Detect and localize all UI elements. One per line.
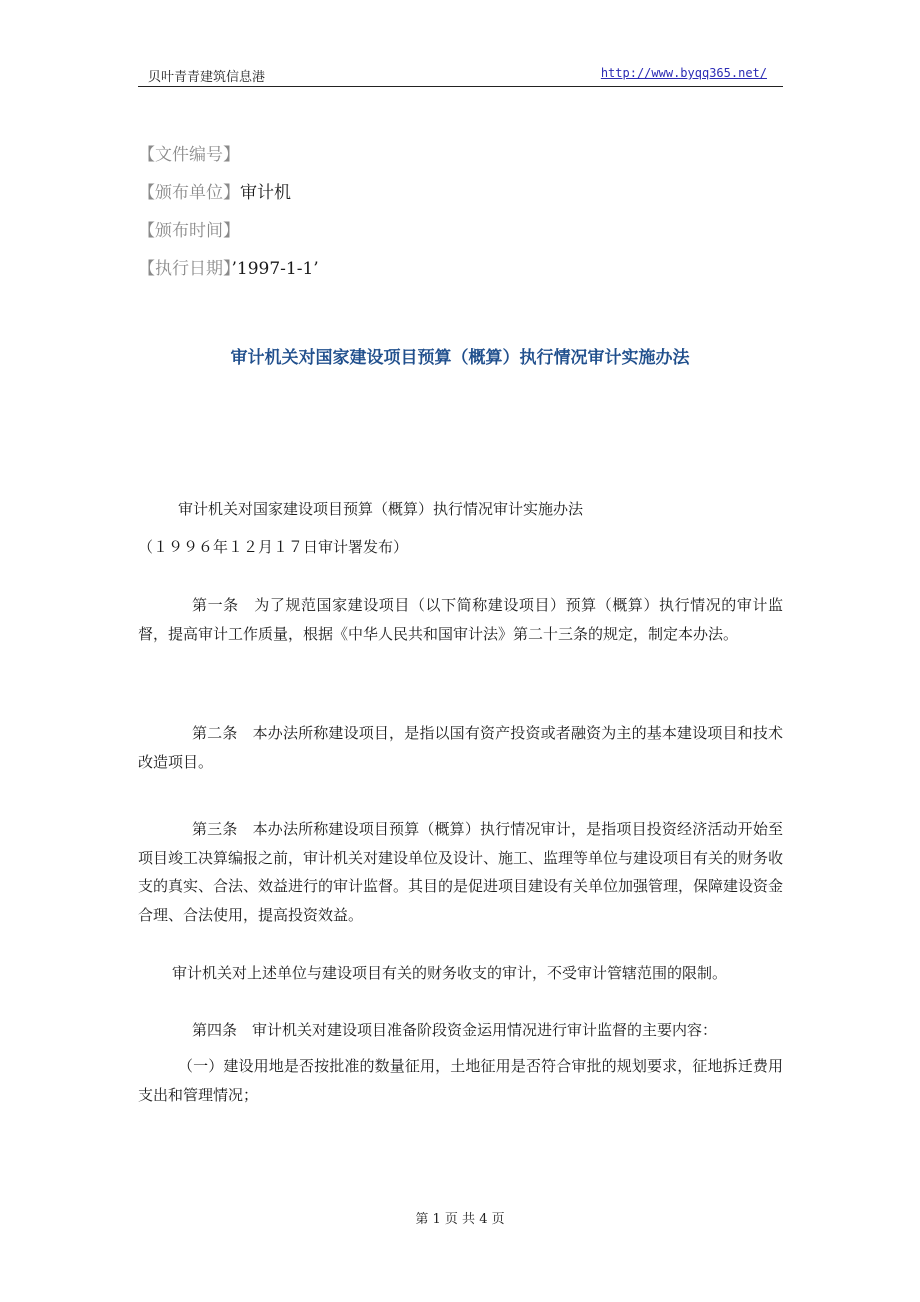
page-footer: 第 1 页 共 4 页	[415, 1212, 505, 1227]
article-3-paragraph-2: 审计机关对上述单位与建设项目有关的财务收支的审计，不受审计管辖范围的限制。	[172, 964, 728, 982]
issuer-row	[138, 181, 291, 205]
issue-date-label: 【颁布时间】	[138, 221, 240, 241]
issued-note: （１９９６年１２月１７日审计署发布）	[138, 538, 409, 556]
effective-date-value: ’1997-1-1’	[231, 259, 319, 279]
article-4-item-1: （一）建设用地是否按批准的数量征用，土地征用是否符合审批的规划要求，征地拆迁费用支出和管理情况；	[138, 1057, 783, 1104]
document-title: 审计机关对国家建设项目预算（概算）执行情况审计实施办法	[230, 348, 690, 368]
body-subtitle: 审计机关对国家建设项目预算（概算）执行情况审计实施办法	[178, 500, 584, 518]
page-header	[138, 62, 783, 87]
effective-date-row	[138, 257, 319, 281]
article-1: 第一条 为了规范国家建设项目（以下简称建设项目）预算（概算）执行情况的审计监督，提高审计工作质量，根据《中华人民共和国审计法》第二十三条的规定，制定本办法。	[138, 596, 783, 643]
issue-date-row	[138, 219, 240, 243]
article-3: 第三条 本办法所称建设项目预算（概算）执行情况审计，是指项目投资经济活动开始至项目竣工决算编报之前，审计机关对建设单位及设计、施工、监理等单位与建设项目有关的财务收支的真实、合法、效益进行的审计监督。其目的是促进项目建设有关单位加强管理，保障建设资金合理、合法使用，提高投资效益。	[138, 820, 784, 924]
doc-number-row	[138, 143, 240, 167]
site-url-link[interactable]: http://www.byqq365.net/	[600, 66, 767, 80]
site-name: 贝叶青青建筑信息港	[148, 70, 266, 85]
issuer-value: 审计机	[240, 183, 291, 203]
effective-date-label: 【执行日期】	[138, 259, 232, 279]
issuer-label: 【颁布单位】	[138, 183, 240, 203]
article-2: 第二条 本办法所称建设项目，是指以国有资产投资或者融资为主的基本建设项目和技术改造项目。	[138, 724, 783, 771]
article-4: 第四条 审计机关对建设项目准备阶段资金运用情况进行审计监督的主要内容：	[192, 1021, 718, 1039]
doc-number-label: 【文件编号】	[138, 145, 240, 165]
